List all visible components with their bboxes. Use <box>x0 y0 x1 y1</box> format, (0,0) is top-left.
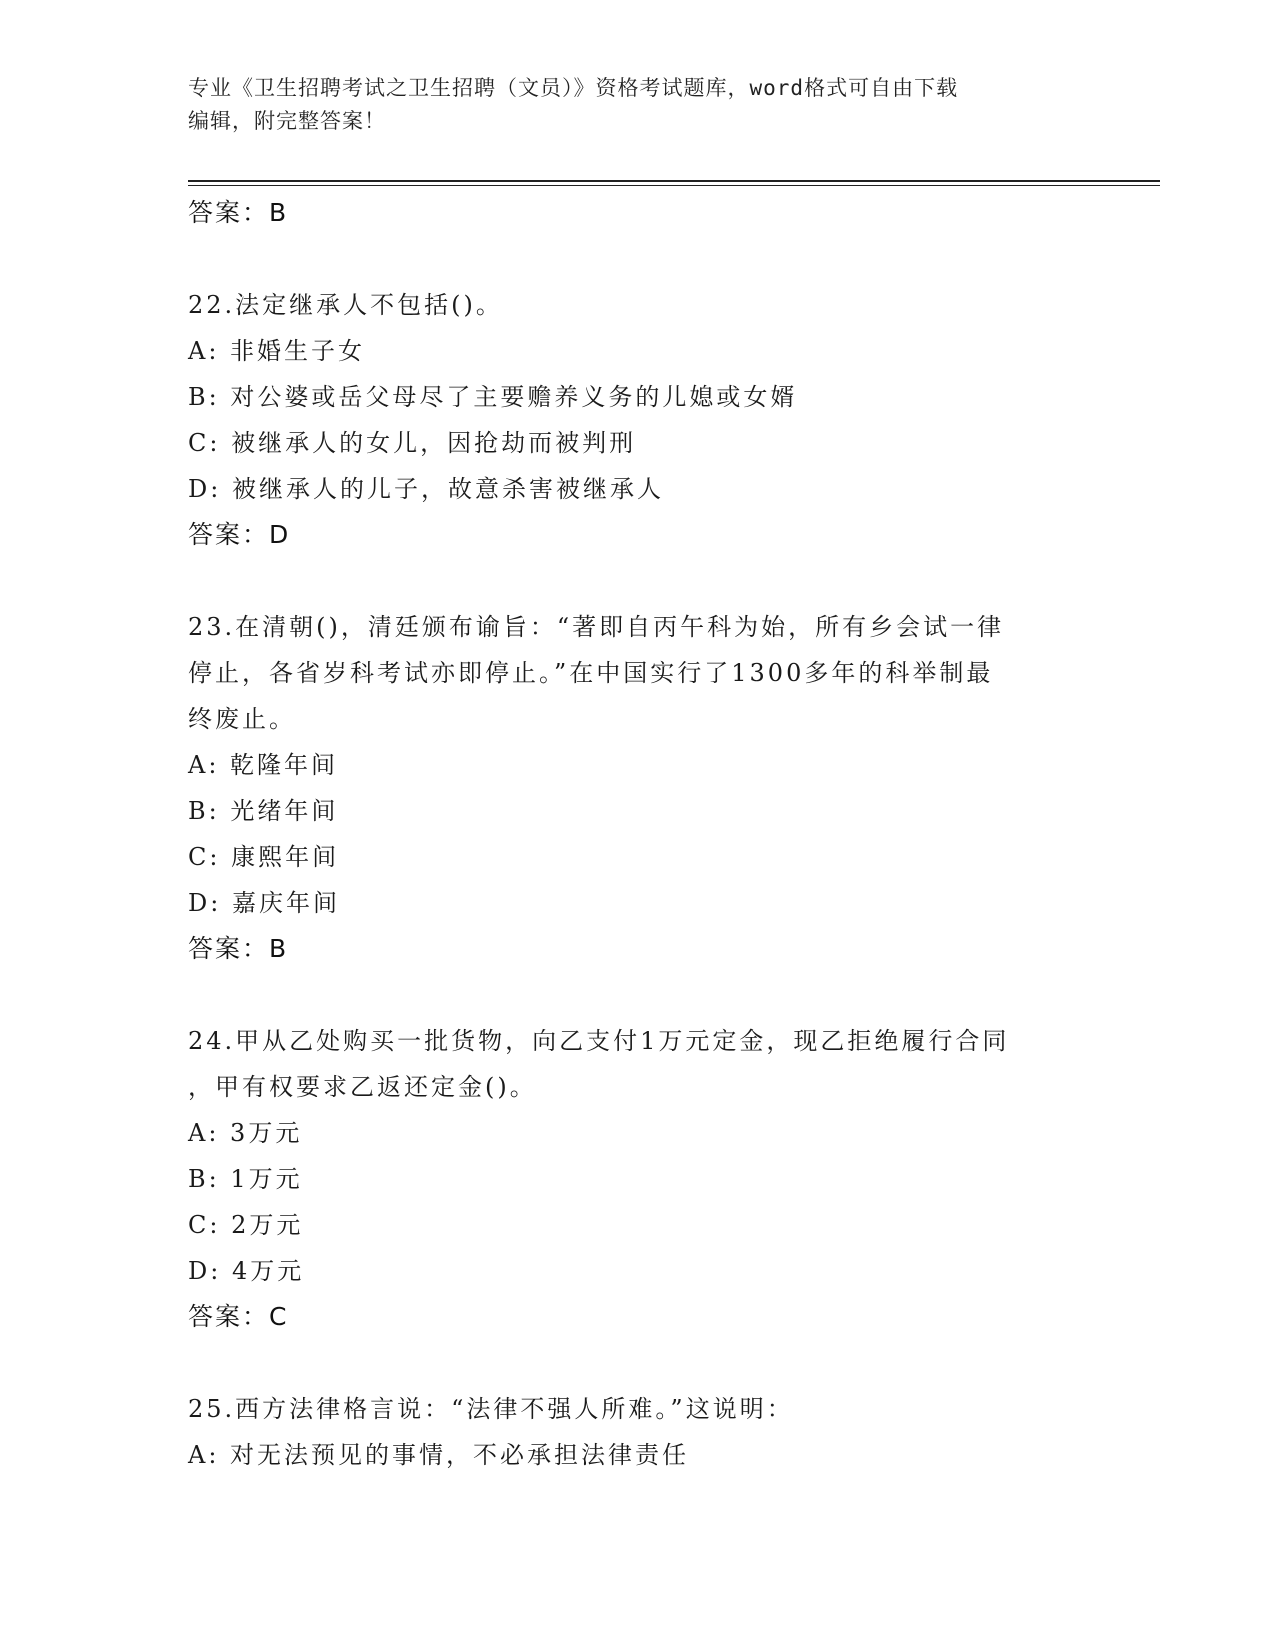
option-b: B: 1万元 <box>188 1165 303 1193</box>
answer-line: 答案：B <box>188 198 289 227</box>
question-block <box>188 282 1088 558</box>
option-a: A: 非婚生子女 <box>188 337 366 365</box>
header-line-1: 专业《卫生招聘考试之卫生招聘（文员）》资格考试题库，word格式可自由下载 <box>188 76 959 100</box>
header-divider-thick <box>188 180 1160 182</box>
document-content <box>188 190 1088 1478</box>
question-block <box>188 604 1088 972</box>
option-a: A: 对无法预见的事情，不必承担法律责任 <box>188 1441 690 1469</box>
question-text: 23.在清朝()，清廷颁布谕旨：“著即自丙午科为始，所有乡会试一律 <box>188 613 1005 641</box>
question-text: 停止，各省岁科考试亦即停止。”在中国实行了1300多年的科举制最 <box>188 659 994 687</box>
option-a: A: 3万元 <box>188 1119 303 1147</box>
option-d: D: 被继承人的儿子，故意杀害被继承人 <box>188 475 664 503</box>
option-d: D: 4万元 <box>188 1257 305 1285</box>
spacer <box>188 1340 1088 1386</box>
spacer <box>188 558 1088 604</box>
header-line-2: 编辑，附完整答案！ <box>188 109 386 133</box>
answer-line: 答案：D <box>188 520 291 549</box>
option-b: B: 对公婆或岳父母尽了主要赡养义务的儿媳或女婿 <box>188 383 798 411</box>
option-b: B: 光绪年间 <box>188 797 339 825</box>
answer-line: 答案：B <box>188 934 289 963</box>
question-block <box>188 1018 1088 1340</box>
option-c: C: 被继承人的女儿，因抢劫而被判刑 <box>188 429 637 457</box>
header-divider-thin <box>188 185 1160 186</box>
question-text: ，甲有权要求乙返还定金()。 <box>188 1073 537 1101</box>
question-text: 终废止。 <box>188 705 296 733</box>
option-a: A: 乾隆年间 <box>188 751 339 779</box>
document-header <box>188 72 1088 138</box>
question-block <box>188 1386 1088 1478</box>
question-text: 24.甲从乙处购买一批货物，向乙支付1万元定金，现乙拒绝履行合同 <box>188 1027 1010 1055</box>
option-c: C: 康熙年间 <box>188 843 340 871</box>
question-text: 25.西方法律格言说：“法律不强人所难。”这说明： <box>188 1395 794 1423</box>
option-d: D: 嘉庆年间 <box>188 889 340 917</box>
question-text: 22.法定继承人不包括()。 <box>188 291 503 319</box>
option-c: C: 2万元 <box>188 1211 304 1239</box>
answer-line: 答案：C <box>188 1302 289 1331</box>
spacer <box>188 236 1088 282</box>
spacer <box>188 972 1088 1018</box>
